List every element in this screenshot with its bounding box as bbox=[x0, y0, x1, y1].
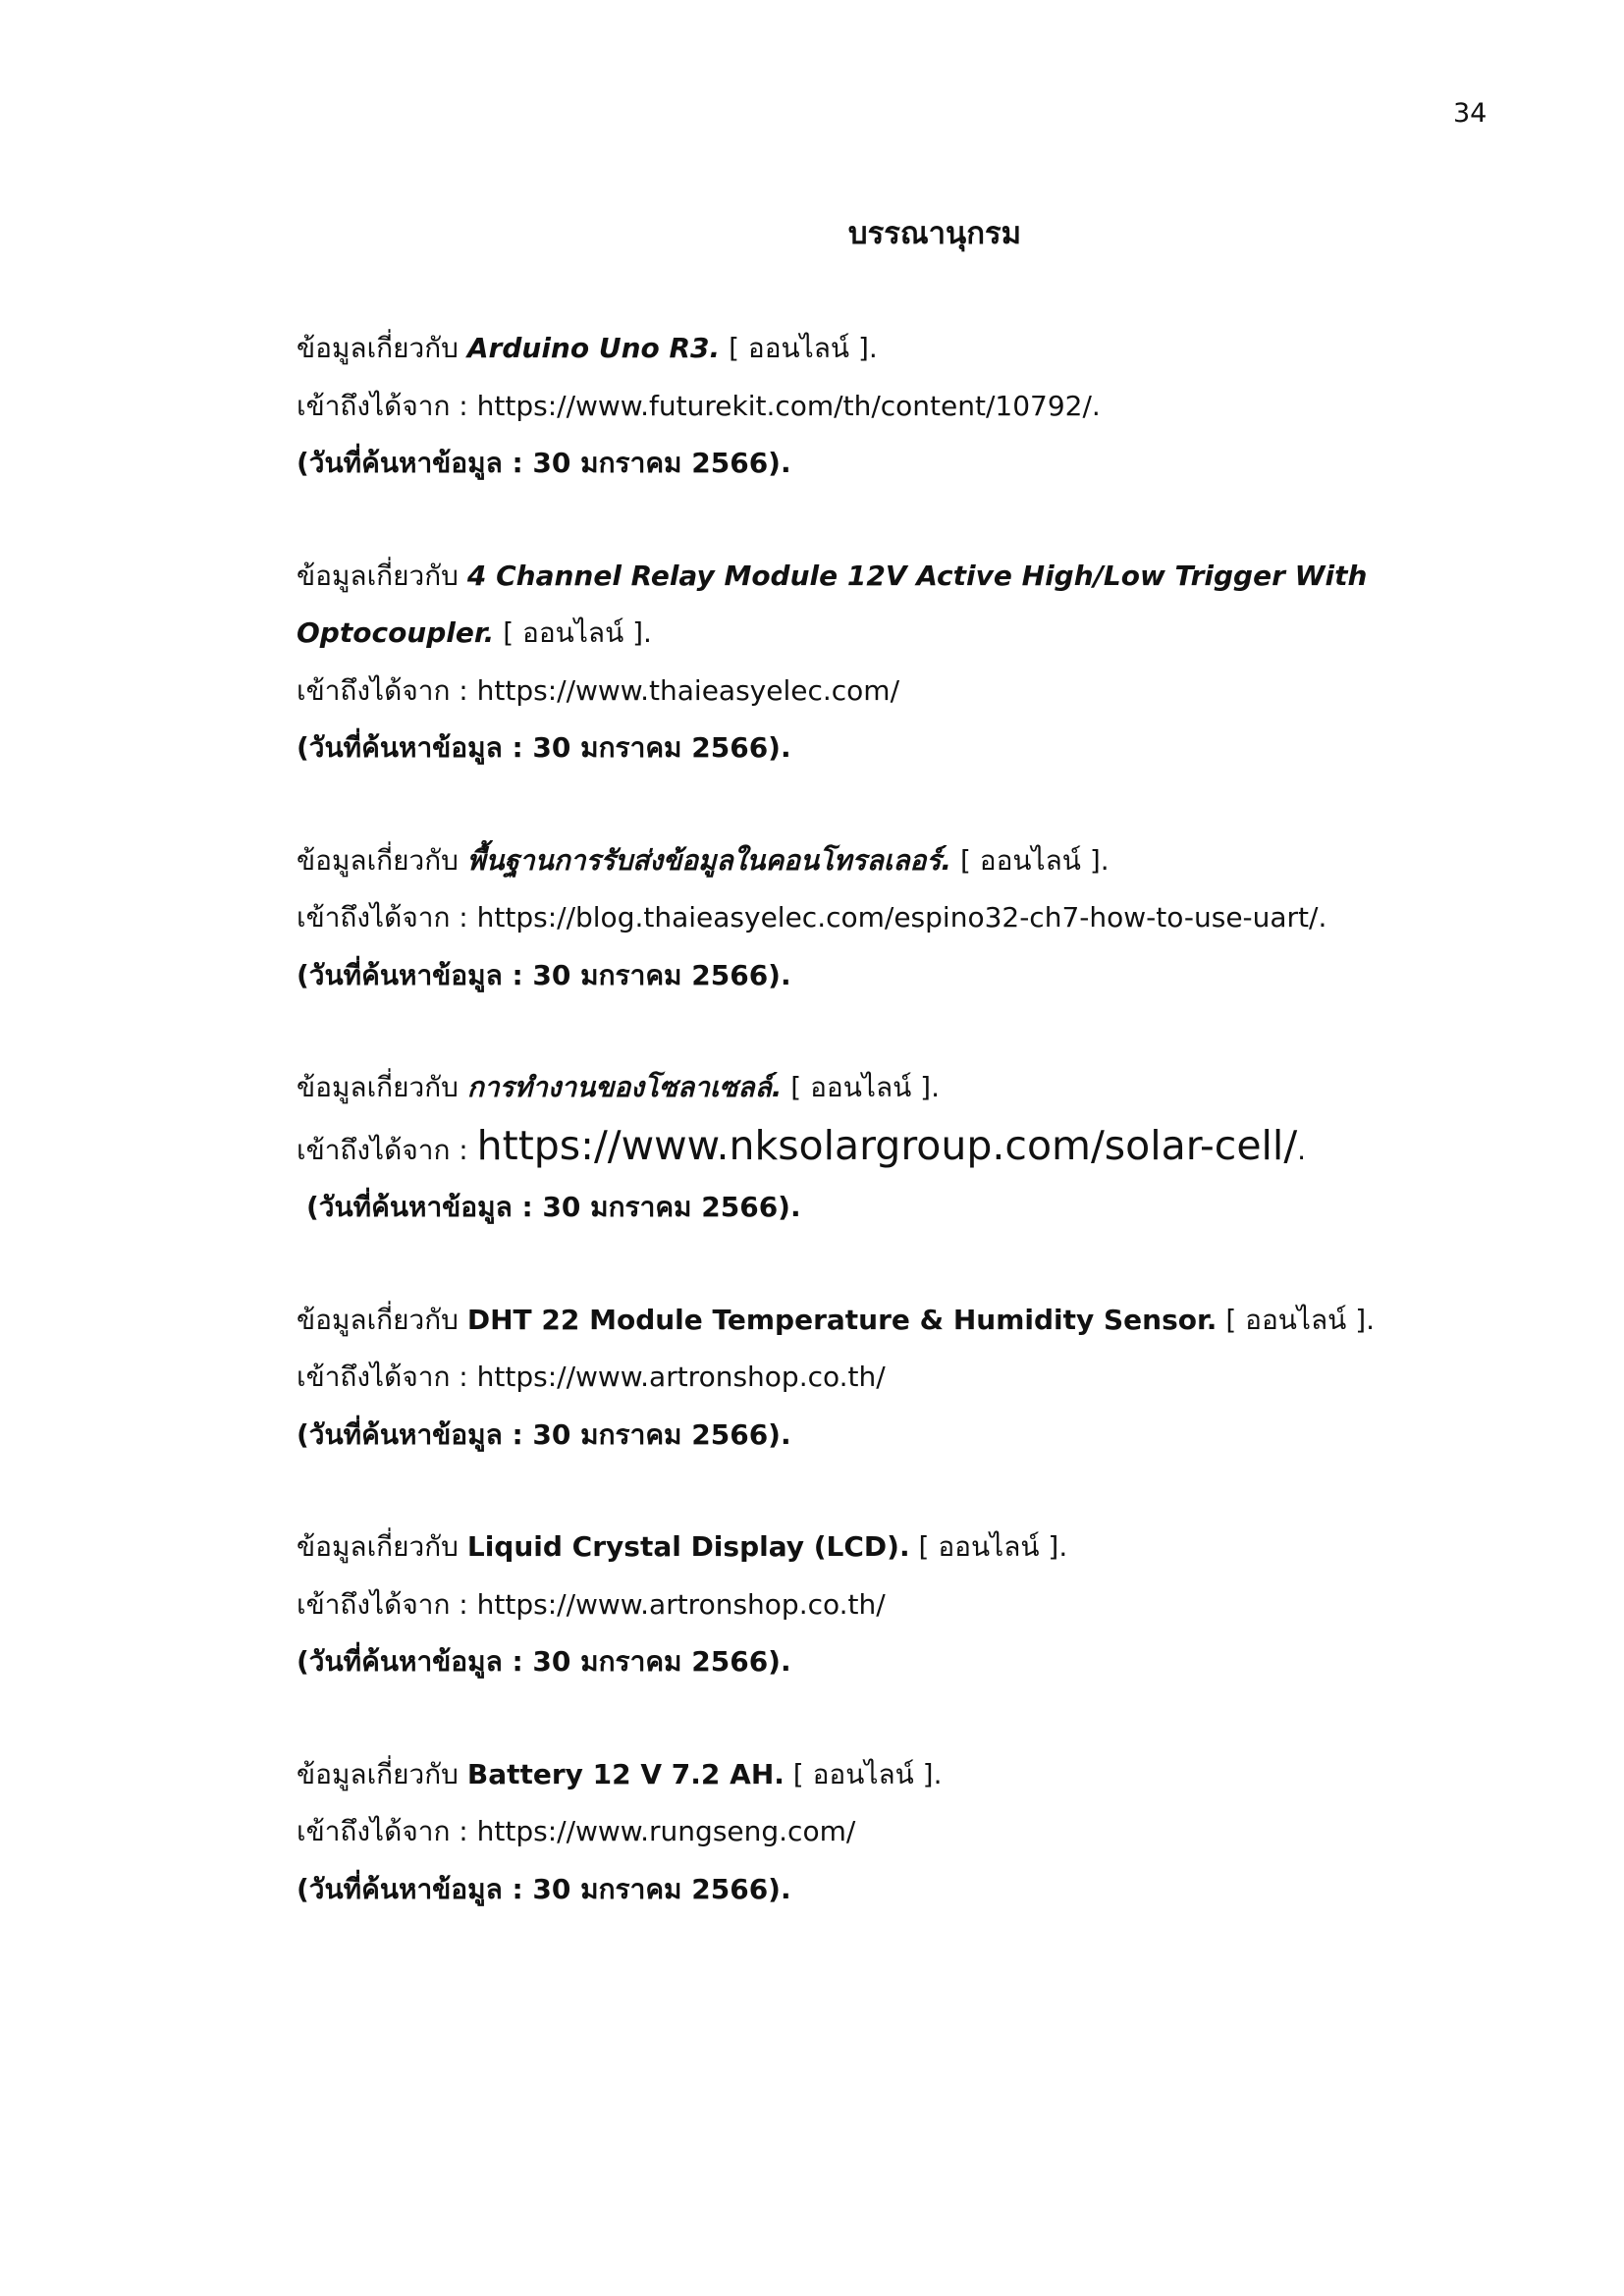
reference-entry-dht22 bbox=[297, 1292, 1377, 1465]
page-number: 34 bbox=[1453, 98, 1488, 129]
reference-online-label: [ ออนไลน์ ]. bbox=[494, 616, 652, 649]
reference-topic-continued: Optocoupler. bbox=[297, 616, 495, 649]
reference-topic-line bbox=[297, 1292, 1377, 1350]
reference-access-line bbox=[297, 1117, 1377, 1180]
reference-access-line bbox=[297, 1803, 1377, 1861]
reference-online-label: [ ออนไลน์ ]. bbox=[782, 1071, 940, 1103]
reference-url[interactable]: https://www.nksolargroup.com/solar-cell/ bbox=[476, 1121, 1298, 1169]
reference-access-line bbox=[297, 1349, 1377, 1407]
reference-entry-lcd bbox=[297, 1519, 1377, 1691]
reference-topic: Battery 12 V 7.2 AH. bbox=[466, 1757, 785, 1790]
reference-topic-line bbox=[297, 548, 1377, 606]
access-label: เข้าถึงได้จาก : bbox=[297, 673, 477, 707]
access-label: เข้าถึงได้จาก : bbox=[297, 1361, 477, 1393]
access-label: เข้าถึงได้จาก : bbox=[297, 1133, 477, 1166]
reference-topic-line bbox=[297, 1519, 1377, 1576]
reference-url[interactable]: https://blog.thaieasyelec.com/espino32-ch7-how-to-use-uart/. bbox=[476, 901, 1327, 934]
reference-date: (วันที่ค้นหาข้อมูล : 30 มกราคม 2566). bbox=[306, 1191, 801, 1223]
reference-date: (วันที่ค้นหาข้อมูล : 30 มกราคม 2566). bbox=[297, 1872, 791, 1905]
reference-list bbox=[297, 320, 1377, 1973]
reference-topic-line bbox=[297, 832, 1377, 890]
reference-date: (วันที่ค้นหาข้อมูล : 30 มกราคม 2566). bbox=[297, 1417, 791, 1451]
reference-online-label: [ ออนไลน์ ]. bbox=[720, 332, 878, 364]
reference-topic-line bbox=[297, 1059, 1377, 1117]
reference-prefix: ข้อมูลเกี่ยวกับ bbox=[297, 1303, 467, 1336]
access-label: เข้าถึงได้จาก : bbox=[297, 901, 477, 934]
reference-prefix: ข้อมูลเกี่ยวกับ bbox=[297, 332, 467, 364]
reference-date: (วันที่ค้นหาข้อมูล : 30 มกราคม 2566). bbox=[297, 731, 791, 764]
reference-online-label: [ ออนไลน์ ]. bbox=[951, 843, 1110, 877]
reference-entry-solar-cell bbox=[297, 1059, 1377, 1237]
reference-topic: Arduino Uno R3. bbox=[466, 332, 721, 364]
reference-date: (วันที่ค้นหาข้อมูล : 30 มกราคม 2566). bbox=[297, 958, 791, 991]
reference-access-line bbox=[297, 889, 1377, 947]
reference-topic: พื้นฐานการรับส่งข้อมูลในคอนโทรลเลอร์. bbox=[466, 843, 952, 877]
access-label: เข้าถึงได้จาก : bbox=[297, 389, 477, 422]
reference-topic: การทำงานของโซลาเซลล์. bbox=[466, 1071, 783, 1103]
reference-topic-line bbox=[297, 320, 1377, 378]
reference-entry-uart bbox=[297, 832, 1377, 1005]
reference-access-line bbox=[297, 378, 1377, 436]
reference-online-label: [ ออนไลน์ ]. bbox=[909, 1530, 1068, 1563]
reference-url[interactable]: https://www.rungseng.com/ bbox=[476, 1815, 856, 1847]
reference-topic: 4 Channel Relay Module 12V Active High/Low Trigger With bbox=[466, 559, 1368, 592]
reference-access-line bbox=[297, 663, 1377, 721]
reference-topic: DHT 22 Module Temperature & Humidity Sensor. bbox=[466, 1303, 1218, 1336]
reference-prefix: ข้อมูลเกี่ยวกับ bbox=[297, 1530, 467, 1563]
reference-entry-arduino bbox=[297, 320, 1377, 493]
reference-entry-relay bbox=[297, 548, 1377, 777]
reference-topic: Liquid Crystal Display (LCD). bbox=[466, 1530, 910, 1563]
reference-entry-battery bbox=[297, 1746, 1377, 1919]
reference-url[interactable]: https://www.futurekit.com/th/content/10792/. bbox=[476, 389, 1101, 422]
reference-topic-line bbox=[297, 1746, 1377, 1804]
reference-prefix: ข้อมูลเกี่ยวกับ bbox=[297, 1071, 467, 1103]
reference-online-label: [ ออนไลน์ ]. bbox=[784, 1757, 943, 1790]
reference-online-label: [ ออนไลน์ ]. bbox=[1217, 1303, 1376, 1336]
reference-date: (วันที่ค้นหาข้อมูล : 30 มกราคม 2566). bbox=[297, 447, 791, 479]
reference-date: (วันที่ค้นหาข้อมูล : 30 มกราคม 2566). bbox=[297, 1645, 791, 1678]
reference-prefix: ข้อมูลเกี่ยวกับ bbox=[297, 559, 467, 592]
reference-url[interactable]: https://www.thaieasyelec.com/ bbox=[476, 673, 900, 707]
reference-prefix: ข้อมูลเกี่ยวกับ bbox=[297, 843, 467, 877]
access-label: เข้าถึงได้จาก : bbox=[297, 1587, 477, 1621]
reference-topic-line-2 bbox=[297, 605, 1377, 663]
page-title: บรรณานุกรม bbox=[847, 216, 1022, 251]
reference-url[interactable]: https://www.artronshop.co.th/ bbox=[476, 1361, 886, 1393]
reference-prefix: ข้อมูลเกี่ยวกับ bbox=[297, 1757, 467, 1790]
reference-access-line bbox=[297, 1576, 1377, 1634]
reference-url[interactable]: https://www.artronshop.co.th/ bbox=[476, 1587, 886, 1621]
access-label: เข้าถึงได้จาก : bbox=[297, 1815, 477, 1847]
reference-url-period: . bbox=[1297, 1133, 1307, 1166]
